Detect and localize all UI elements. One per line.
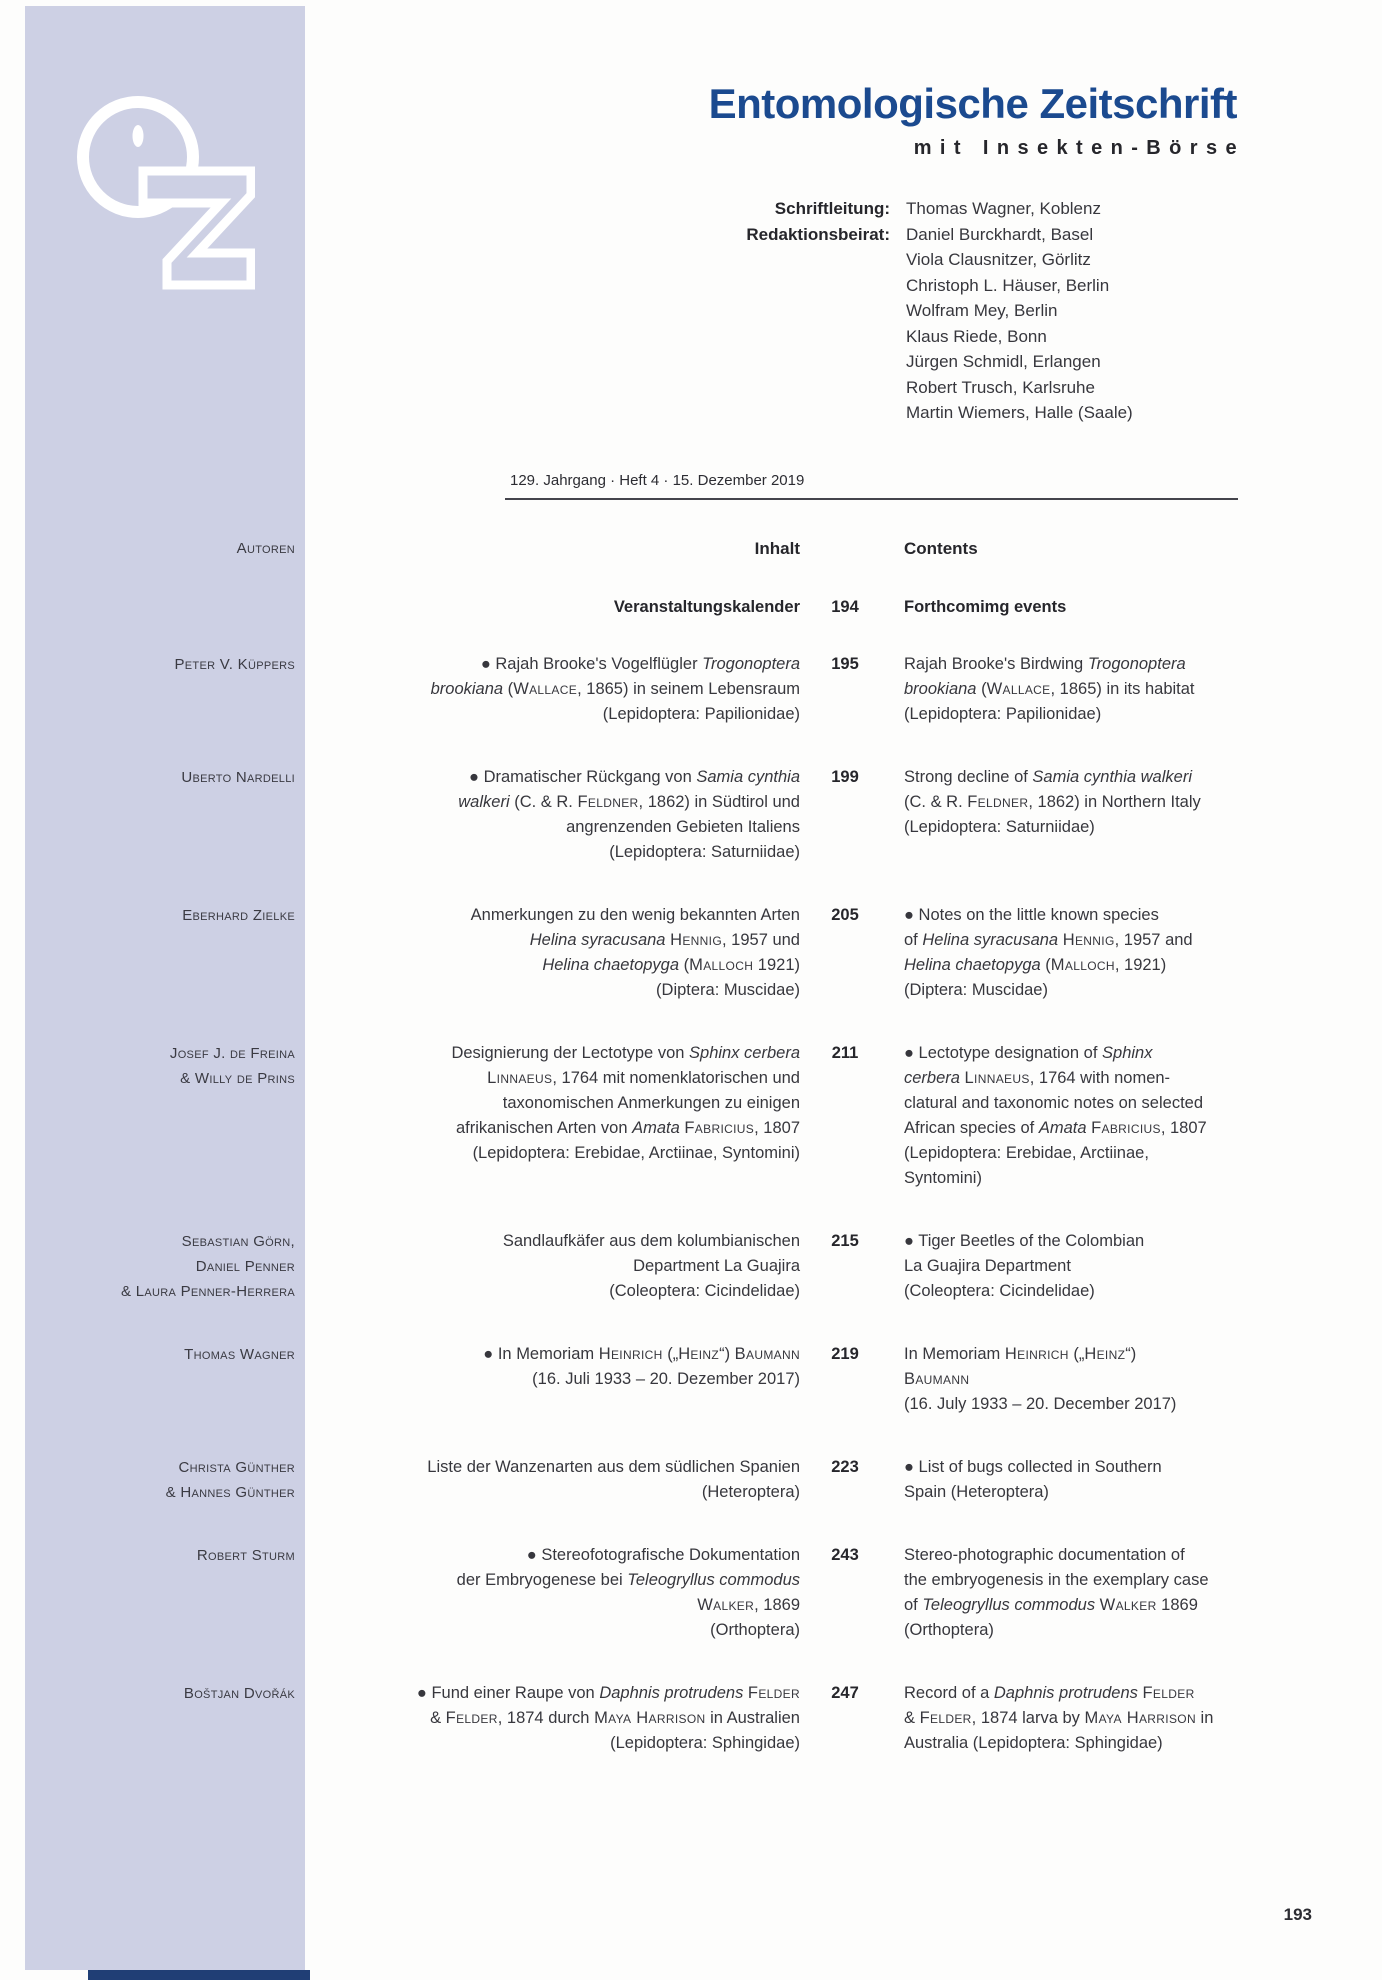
entry-authors: Thomas Wagner: [184, 1346, 295, 1363]
entry-title-german: ● In Memoriam Heinrich („Heinz“) Baumann (16. Juli 1933 – 20. Dezember 2017): [483, 1345, 800, 1388]
entry-title-english: In Memoriam Heinrich („Heinz“) Baumann (16. July 1933 – 20. December 2017): [904, 1345, 1177, 1413]
entry-title-english: ● Tiger Beetles of the Colombian La Guajira Department (Coleoptera: Cicindelidae): [904, 1232, 1145, 1300]
entry-title-german: Anmerkungen zu den wenig bekannten Arten Helina syracusana Hennig, 1957 und Helina chaetopyga (Malloch 1921) (Diptera: Muscidae): [470, 906, 800, 999]
entry-page-number: 247: [831, 1684, 859, 1702]
entry-authors: Christa Günther & Hannes Günther: [165, 1459, 295, 1501]
toc-entry: [0, 1543, 1340, 1643]
entry-page-number: 243: [831, 1546, 859, 1564]
toc-entry: [0, 765, 1340, 865]
footer-accent-bar: [88, 1970, 310, 1980]
entry-title-german: ● Dramatischer Rückgang von Samia cynthia walkeri (C. & R. Feldner, 1862) in Südtirol und angrenzenden Gebieten Italiens (Lepidoptera: Saturniidae): [458, 768, 800, 861]
journal-title: Entomologische Zeitschrift: [708, 80, 1237, 127]
entry-title-english: ● List of bugs collected in Southern Spain (Heteroptera): [904, 1458, 1162, 1501]
entry-authors: Uberto Nardelli: [181, 769, 295, 786]
toc-entry: [0, 1681, 1340, 1756]
entry-authors: Sebastian Görn, Daniel Penner & Laura Penner-Herrera: [120, 1233, 295, 1300]
entry-title-english: Record of a Daphnis protrudens Felder & Felder, 1874 larva by Maya Harrison in Australia (Lepidoptera: Sphingidae): [904, 1684, 1214, 1752]
entry-title-english: Strong decline of Samia cynthia walkeri (C. & R. Feldner, 1862) in Northern Italy (Lepidoptera: Saturniidae): [904, 768, 1201, 836]
redaktionsbeirat-list: Daniel Burckhardt, Basel Viola Clausnitzer, Görlitz Christoph L. Häuser, Berlin Wolfram Mey, Berlin Klaus Riede, Bonn Jürgen Schmidl, Erlangen Robert Trusch, Karlsruhe Martin Wiemers, Halle (Saale): [906, 224, 1133, 422]
entry-authors: Josef J. de Freina & Willy de Prins: [169, 1045, 295, 1087]
toc-entry: [0, 652, 1340, 727]
table-of-contents: [0, 536, 1340, 1794]
entry-title-german: Designierung der Lectotype von Sphinx cerbera Linnaeus, 1764 mit nomenklatorischen und taxonomischen Anmerkungen zu einigen afrikanischen Arten von Amata Fabricius, 1807 (Lepidoptera: Erebidae, Arctiinae, Syntomini): [451, 1044, 800, 1162]
toc-header-row: [0, 536, 1340, 561]
calendar-title-german: Veranstaltungskalender: [613, 598, 800, 616]
entry-title-english: ● Lectotype designation of Sphinx cerbera Linnaeus, 1764 with nomen- clatural and taxonomic notes on selected African species of Amata Fabricius, 1807 (Lepidoptera: Erebidae, Arctiinae, Syntomini): [904, 1044, 1207, 1187]
entry-page-number: 223: [831, 1458, 859, 1476]
toc-calendar-row: [0, 595, 1340, 620]
page-number: 193: [1283, 1905, 1312, 1924]
editorial-board: [505, 196, 1265, 426]
entry-page-number: 205: [831, 906, 859, 924]
toc-entry: [0, 903, 1340, 1003]
page-column-header: [800, 536, 890, 561]
entry-title-german: ● Fund einer Raupe von Daphnis protrudens Felder & Felder, 1874 durch Maya Harrison in Australien (Lepidoptera: Sphingidae): [416, 1684, 800, 1752]
entry-title-german: Sandlaufkäfer aus dem kolumbianischen Department La Guajira (Coleoptera: Cicindelidae): [502, 1232, 800, 1300]
entry-title-german: ● Stereofotografische Dokumentation der Embryogenese bei Teleogryllus commodus Walker, 1869 (Orthoptera): [456, 1546, 800, 1639]
entry-title-english: Rajah Brooke's Birdwing Trogonoptera brookiana (Wallace, 1865) in its habitat (Lepidoptera: Papilionidae): [904, 655, 1195, 723]
schriftleitung-value: Thomas Wagner, Koblenz: [906, 199, 1101, 218]
inhalt-column-header: Inhalt: [754, 539, 800, 558]
entry-page-number: 199: [831, 768, 859, 786]
masthead-divider: [505, 498, 1238, 500]
entry-page-number: 211: [831, 1044, 859, 1062]
authors-column-header: Autoren: [236, 540, 295, 557]
redaktionsbeirat-label: Redaktionsbeirat:: [746, 224, 890, 244]
ez-logo-icon: [75, 95, 255, 290]
entry-page-number: 195: [831, 655, 859, 673]
entry-title-german: ● Rajah Brooke's Vogelflügler Trogonoptera brookiana (Wallace, 1865) in seinem Lebensraum (Lepidoptera: Papilionidae): [430, 655, 800, 723]
journal-subtitle: mit Insekten-Börse: [913, 137, 1245, 159]
issue-line: 129. Jahrgang · Heft 4 · 15. Dezember 2019: [510, 472, 805, 489]
entry-title-english: ● Notes on the little known species of Helina syracusana Hennig, 1957 and Helina chaetopyga (Malloch, 1921) (Diptera: Muscidae): [904, 906, 1193, 999]
entry-authors: Eberhard Zielke: [182, 907, 295, 924]
entry-page-number: 219: [831, 1345, 859, 1363]
toc-entry: [0, 1229, 1340, 1304]
schriftleitung-label: Schriftleitung:: [774, 199, 890, 218]
calendar-page-number: 194: [831, 598, 859, 616]
calendar-title-english: Forthcomimg events: [904, 598, 1067, 616]
entry-title-german: Liste der Wanzenarten aus dem südlichen Spanien (Heteroptera): [427, 1458, 800, 1501]
entry-authors: Robert Sturm: [196, 1547, 295, 1564]
entry-authors: [0, 595, 295, 620]
entry-authors: Peter V. Küppers: [174, 656, 295, 673]
entry-title-english: Stereo-photographic documentation of the embryogenesis in the exemplary case of Teleogryllus commodus Walker 1869 (Orthoptera): [904, 1546, 1209, 1639]
entry-authors: Boštjan Dvořák: [183, 1685, 295, 1702]
toc-entry: [0, 1455, 1340, 1505]
toc-entry: [0, 1041, 1340, 1191]
contents-column-header: Contents: [904, 539, 978, 558]
toc-entry: [0, 1342, 1340, 1417]
entry-page-number: 215: [831, 1232, 859, 1250]
